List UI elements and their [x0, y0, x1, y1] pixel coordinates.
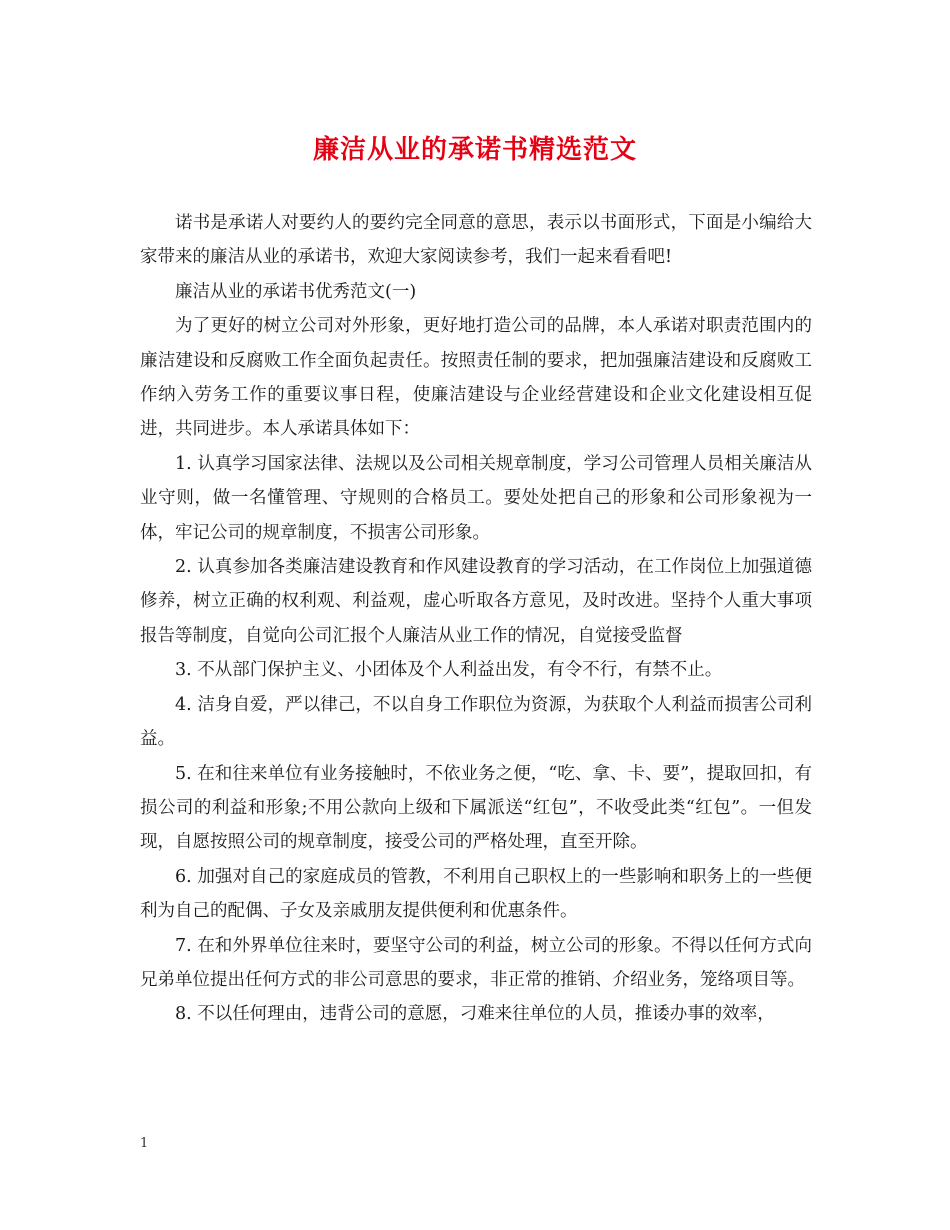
- pledge-item-4: 4. 洁身自爱，严以律己，不以自身工作职位为资源，为获取个人利益而损害公司利益。: [140, 694, 812, 750]
- pledge-item-5: 5. 在和往来单位有业务接触时，不依业务之便，“吃、拿、卡、要”，提取回扣，有损公司的利益和形象;不用公款向上级和下属派送“红包”，不收受此类“红包”。一但发现，自愿按照公司的规章制度，接受公司的严格处理，直至开除。: [140, 763, 812, 853]
- intro-paragraph: 诺书是承诺人对要约人的要约完全同意的意思，表示以书面形式，下面是小编给大家带来的廉洁从业的承诺书，欢迎大家阅读参考，我们一起来看看吧!: [140, 213, 812, 268]
- page-number: 1: [140, 1136, 149, 1151]
- section-heading: 廉洁从业的承诺书优秀范文(一): [175, 281, 417, 302]
- pledge-item-6: 6. 加强对自己的家庭成员的管教，不利用自己职权上的一些影响和职务上的一些便利为自己的配偶、子女及亲戚朋友提供便利和优惠条件。: [140, 866, 812, 922]
- pledge-item-1: 1. 认真学习国家法律、法规以及公司相关规章制度，学习公司管理人员相关廉洁从业守则，做一名懂管理、守规则的合格员工。要处处把自己的形象和公司形象视为一体，牢记公司的规章制度，不损害公司形象。: [140, 453, 812, 543]
- preamble-paragraph: 为了更好的树立公司对外形象，更好地打造公司的品牌，本人承诺对职责范围内的廉洁建设和反腐败工作全面负起责任。按照责任制的要求，把加强廉洁建设和反腐败工作纳入劳务工作的重要议事日程，使廉洁建设与企业经营建设和企业文化建设相互促进，共同进步。本人承诺具体如下：: [140, 316, 812, 440]
- document-title: 廉洁从业的承诺书精选范文: [312, 135, 637, 165]
- pledge-item-2: 2. 认真参加各类廉洁建设教育和作风建设教育的学习活动，在工作岗位上加强道德修养，树立正确的权利观、利益观，虚心听取各方意见，及时改进。坚持个人重大事项报告等制度，自觉向公司汇报个人廉洁从业工作的情况，自觉接受监督: [140, 557, 812, 646]
- pledge-item-3: 3. 不从部门保护主义、小团体及个人利益出发，有令不行，有禁不止。: [175, 660, 723, 681]
- pledge-item-7: 7. 在和外界单位往来时，要坚守公司的利益，树立公司的形象。不得以任何方式向兄弟单位提出任何方式的非公司意思的要求，非正常的推销、介绍业务，笼络项目等。: [140, 935, 812, 990]
- document-body: [140, 206, 812, 1032]
- pledge-item-8: 8. 不以任何理由，违背公司的意愿，刁难来往单位的人员，推诿办事的效率，: [175, 1004, 775, 1025]
